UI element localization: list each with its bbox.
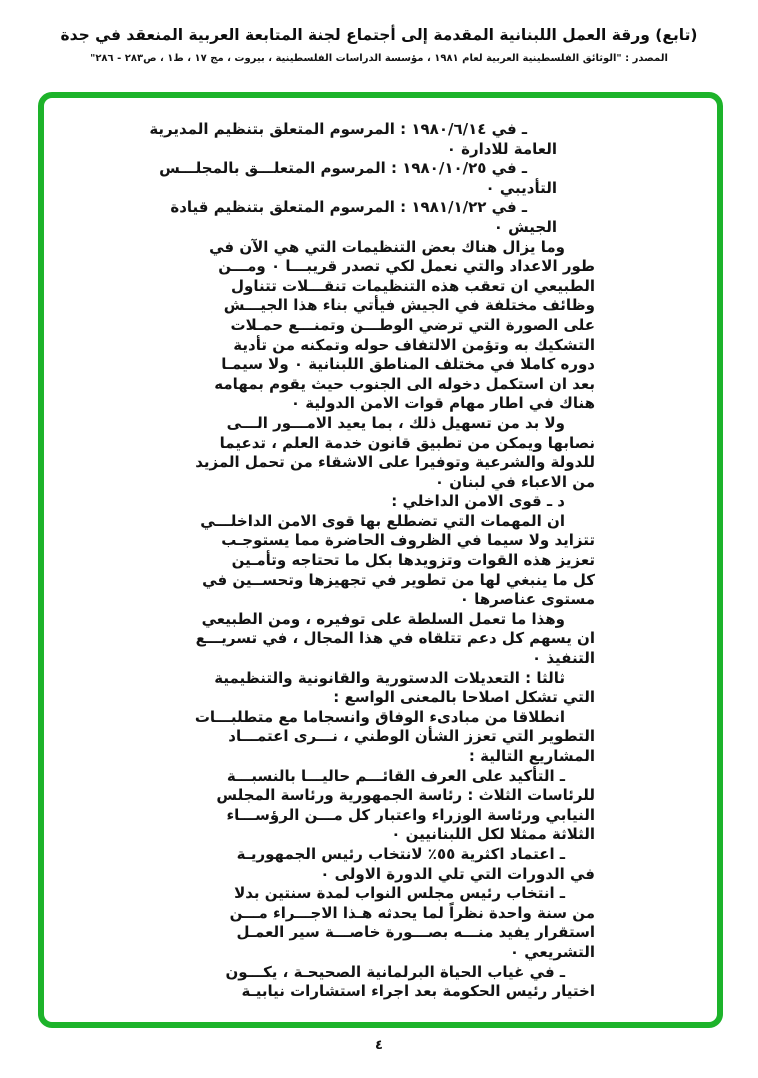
text-line: من الاعباء في لبنان ٠ bbox=[434, 472, 595, 491]
text-line: وظائف مختلفة في الجيش فيأتي بناء هذا الجيـــش bbox=[223, 296, 595, 315]
text-line: مستوى عناصرها ٠ bbox=[459, 590, 595, 609]
text-line: ولا بد من تسهيل ذلك ، بما يعيد الامـــور الـــى bbox=[226, 413, 565, 432]
text-line: العامة للادارة ٠ bbox=[446, 139, 557, 158]
text-line: التنفيذ ٠ bbox=[532, 649, 595, 668]
source-line: المصدر : "الوثائق الفلسطينية العربية لعام ١٩٨١ ، مؤسسة الدراسات الفلسطينية ، بيروت ، مج ١٧ ، ط١ ، ص٢٨٣ - ٢٨٦" bbox=[90, 53, 668, 64]
text-line: اختيار رئيس الحكومة بعد اجراء استشارات نيابيـة bbox=[241, 982, 595, 1001]
text-line: التطوير التي تعزز الشأن الوطني ، نـــرى اعتمـــاد bbox=[228, 727, 595, 746]
text-line: ان يسهم كل دعم تتلقاه في هذا المجال ، في تسريـــع bbox=[195, 629, 595, 648]
text-line: طور الاعداد والتي نعمل لكي تصدر قريبـــا ٠ ومـــن bbox=[218, 257, 595, 276]
text-line: ـ اعتماد اكثرية ٥٥٪ لانتخاب رئيس الجمهوريـة bbox=[236, 844, 565, 863]
text-line: وما يزال هناك بعض التنظيمات التي هي الآن في bbox=[209, 237, 565, 256]
text-line: ثالثا : التعديلات الدستورية والقانونية والتنظيمية bbox=[214, 668, 565, 687]
text-line: المشاريع التالية : bbox=[468, 747, 595, 765]
text-line: التي تشكل اصلاحا بالمعنى الواسع : bbox=[333, 688, 595, 707]
text-line: التشريعي ٠ bbox=[509, 942, 595, 961]
text-line: ان المهمات التي تضطلع بها قوى الامن الداخلـــي bbox=[200, 511, 565, 530]
text-line: ـ التأكيد على العرف القائـــم حاليـــا بالنسبـــة bbox=[226, 766, 565, 785]
text-line: ـ انتخاب رئيس مجلس النواب لمدة سنتين بدلا bbox=[234, 884, 565, 903]
text-line: التأديبي ٠ bbox=[485, 178, 557, 197]
text-line: على الصورة التي ترضي الوطـــن وتمنـــع حمـلات bbox=[230, 315, 595, 334]
page-number: ٤ bbox=[375, 1038, 383, 1053]
page-title: (تابع) ورقة العمل اللبنانية المقدمة إلى أجتماع لجنة المتابعة العربية المنعقد في جدة bbox=[60, 26, 698, 44]
text-line: دوره كاملا في مختلف المناطق اللبنانية ٠ ولا سيمـا bbox=[221, 355, 595, 374]
text-line: د ـ قوى الامن الداخلي : bbox=[391, 492, 565, 511]
text-line: من سنة واحدة نظراً لما يحدثه هـذا الاجـــراء مـــن bbox=[229, 903, 595, 922]
document-body bbox=[149, 120, 595, 1002]
text-line: بعد ان استكمل دخوله الى الجنوب حيث يقوم بمهامه bbox=[214, 374, 595, 393]
text-line: انطلاقا من مبادىء الوفاق وانسجاما مع متطلبـــات bbox=[194, 707, 565, 726]
page-header bbox=[0, 26, 758, 64]
text-line: وهذا ما تعمل السلطة على توفيره ، ومن الطبيعي bbox=[201, 609, 565, 628]
text-line: تتزايد ولا سيما في الظروف الحاضرة مما يستوجـب bbox=[221, 531, 595, 550]
text-line: في الدورات التي تلي الدورة الاولى ٠ bbox=[320, 864, 595, 883]
text-line: الجيش ٠ bbox=[493, 217, 557, 236]
text-line: استقرار يفيد منـــه بصـــورة خاصـــة سير العمـل bbox=[236, 923, 595, 942]
text-line: نصابها ويمكن من تطبيق قانون خدمة العلم ، تدعيما bbox=[219, 433, 595, 452]
text-line: للرئاسات الثلاث : رئاسة الجمهورية ورئاسة المجلس bbox=[216, 786, 595, 805]
text-line: كل ما ينبغي لها من تطوير في تجهيزها وتحســين في bbox=[202, 570, 595, 589]
text-line: هناك في اطار مهام قوات الامن الدولية ٠ bbox=[290, 394, 595, 413]
text-line: النيابي ورئاسة الوزراء واعتبار كل مـــن الرؤســـاء bbox=[226, 805, 595, 824]
text-line: ـ في غياب الحياة البرلمانية الصحيحـة ، يكـــون bbox=[225, 962, 565, 981]
text-line: الثلاثة ممثلا لكل اللبنانيين ٠ bbox=[391, 825, 595, 844]
text-line: الطبيعي ان تعقب هذه التنظيمات تنقـــلات تتناول bbox=[230, 276, 595, 295]
document-frame bbox=[38, 92, 723, 1028]
text-line: ـ في ١٩٨١/١/٢٢ : المرسوم المتعلق بتنظيم قيادة bbox=[170, 198, 527, 217]
text-line: للدولة والشرعية وتوفيرا على الاشقاء من تحمل المزيد bbox=[195, 453, 595, 472]
text-line: ـ في ١٩٨٠/١٠/٢٥ : المرسوم المتعلـــق بالمجلـــس bbox=[159, 159, 527, 178]
text-line: ـ في ١٩٨٠/٦/١٤ : المرسوم المتعلق بتنظيم المديرية bbox=[149, 120, 527, 138]
text-line: تعزيز هذه القوات وتزويدها بكل ما تحتاجه وتأمـين bbox=[231, 551, 595, 570]
text-line: التشكيك به وتؤمن الالتفاف حوله وتمكنه من تأدية bbox=[233, 335, 595, 354]
